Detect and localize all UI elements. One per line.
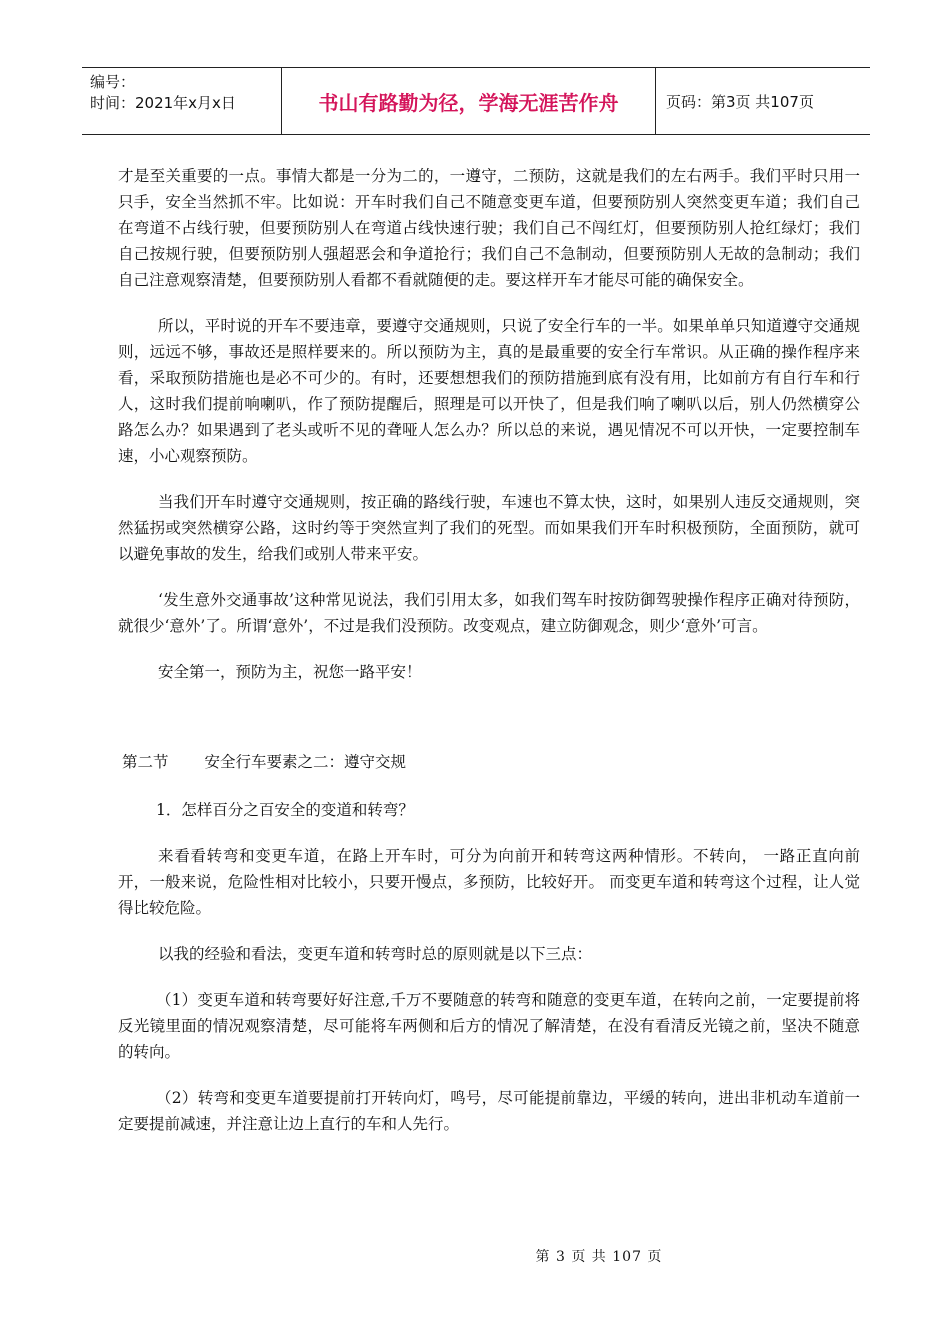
list-item: （2）转弯和变更车道要提前打开转向灯，鸣号，尽可能提前靠边，平缓的转向，进出非机动车道前一定要提前减速，并注意让边上直行的车和人先行。	[118, 1089, 860, 1133]
question-heading: 1．怎样百分之百安全的变道和转弯？	[156, 801, 414, 819]
paragraph: 才是至关重要的一点。事情大都是一分为二的，一遵守，二预防，这就是我们的左右两手。我们平时只用一只手，安全当然抓不牢。比如说：开车时我们自己不随意变更车道，但要预防别人突然变更车道；我们自己在弯道不占线行驶，但要预防别人在弯道占线快速行驶；我们自己不闯红灯，但要预防别人抢红绿灯；我们自己按规行驶，但要预防别人强超恶会和争道抢行；我们自己不急制动，但要预防别人无故的急制动；我们自己注意观察清楚，但要预防别人看都不看就随便的走。要这样开车才能尽可能的确保安全。	[118, 167, 860, 289]
page-footer	[0, 1246, 950, 1266]
paragraph: 以我的经验和看法，变更车道和转弯时总的原则就是以下三点：	[158, 945, 593, 963]
page-header	[82, 67, 870, 135]
document-date: 时间：2021年x月x日	[90, 94, 236, 112]
paragraph: 所以，平时说的开车不要违章，要遵守交通规则，只说了安全行车的一半。如果单单只知道遵守交通规则，远远不够，事故还是照样要来的。所以预防为主，真的是最重要的安全行车常识。从正确的操作程序来看，采取预防措施也是必不可少的。有时，还要想想我们的预防措施到底有没有用，比如前方有自行车和行人，这时我们提前响喇叭，作了预防提醒后，照理是可以开快了，但是我们响了喇叭以后，别人仍然横穿公路怎么办？如果遇到了老头或听不见的聋哑人怎么办？所以总的来说，遇见情况不可以开快，一定要控制车速，小心观察预防。	[118, 317, 860, 465]
header-motto: 书山有路勤为径，学海无涯苦作舟	[282, 68, 656, 134]
document-body	[118, 163, 860, 1157]
section-heading	[122, 749, 860, 775]
paragraph: ‘发生意外交通事故’这种常见说法，我们引用太多，如我们驾车时按防御驾驶操作程序正确对待预防，就很少‘意外’了。所谓‘意外’，不过是我们没预防。改变观点，建立防御观念，则少‘意外’可言。	[118, 591, 860, 635]
header-meta	[82, 68, 282, 134]
list-item: （1）变更车道和转弯要好好注意,千万不要随意的转弯和随意的变更车道，在转向之前，一定要提前将反光镜里面的情况观察清楚，尽可能将车两侧和后方的情况了解清楚，在没有看清反光镜之前，坚决不随意的转向。	[118, 991, 860, 1061]
paragraph: 当我们开车时遵守交通规则，按正确的路线行驶，车速也不算太快，这时，如果别人违反交通规则，突然猛拐或突然横穿公路，这时约等于突然宣判了我们的死型。而如果我们开车时积极预防，全面预防，就可以避免事故的发生，给我们或别人带来平安。	[118, 493, 860, 563]
document-number-label: 编号：	[90, 73, 136, 91]
paragraph: 安全第一，预防为主，祝您一路平安！	[158, 663, 422, 681]
footer-page-number: 第 3 页 共 107 页	[535, 1249, 663, 1265]
header-page-info: 页码：第3页 共107页	[666, 92, 814, 111]
paragraph: 来看看转弯和变更车道，在路上开车时，可分为向前开和转弯这两种情形。不转向， 一路正直向前开，一般来说，危险性相对比较小，只要开慢点，多预防，比较好开。 而变更车道和转弯这个过程，让人觉得比较危险。	[118, 847, 860, 917]
section-number: 第二节	[122, 753, 169, 771]
section-title: 安全行车要素之二：遵守交规	[204, 753, 407, 771]
